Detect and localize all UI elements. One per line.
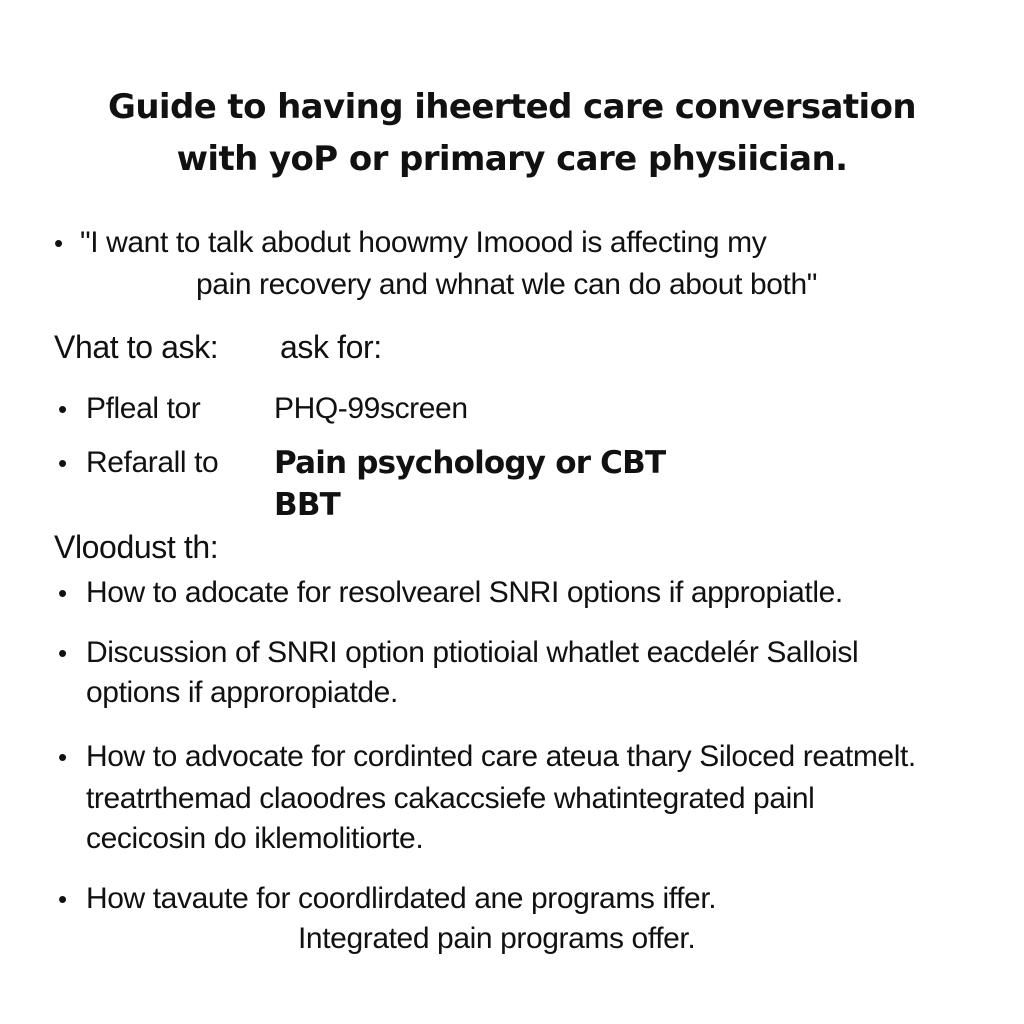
quote-bullet: • [54,228,64,258]
discuss-item-line: options if approropiatde. [86,676,398,709]
ask-item-bullet: • [58,394,68,424]
quote-line-1: "I want to talk abodut hoowmy Imoood is affecting my [80,226,767,259]
discuss-item-line: How tavaute for coordlirdated ane programs iffer. [86,882,717,915]
discuss-item-bullet: • [58,742,68,772]
discuss-item-line: How to adocate for resolvearel SNRI options if appropiatle. [86,576,843,609]
ask-for-heading: ask for: [280,329,382,365]
discuss-item-line: How to advocate for cordinted care ateua thary Siloced reatmelt. [86,740,916,773]
ask-item-value: PHQ-99screen [274,392,468,425]
quote-line-2: pain recovery and whnat wle can do about both" [196,268,818,301]
ask-item-label: Pfleal tor [86,392,201,425]
discuss-item-line: cecicosin do iklemolitiorte. [86,822,424,855]
ask-item-value: Pain psychology or CBT [274,445,666,481]
discuss-item-line: Discussion of SNRI option ptiotioial whatlet eacdelér Salloisl [86,636,859,669]
discuss-heading: Vloodust th: [54,529,219,565]
discuss-item-line: treatrthemad claoodres cakaccsiefe whatintegrated painl [86,782,815,815]
discuss-item-bullet: • [58,884,68,914]
discuss-item-line: Integrated pain programs offer. [298,922,696,955]
discuss-item-bullet: • [58,638,68,668]
page-title-line-2: with yoP or primary care physiician. [176,139,848,179]
ask-item-value-line-2: BBT [274,487,341,523]
ask-item-bullet: • [58,448,68,478]
ask-item-label: Refarall to [86,446,219,479]
discuss-item-bullet: • [58,578,68,608]
page-title-line-1: Guide to having iheerted care conversation [108,87,916,127]
ask-heading: Vhat to ask: [54,329,219,365]
